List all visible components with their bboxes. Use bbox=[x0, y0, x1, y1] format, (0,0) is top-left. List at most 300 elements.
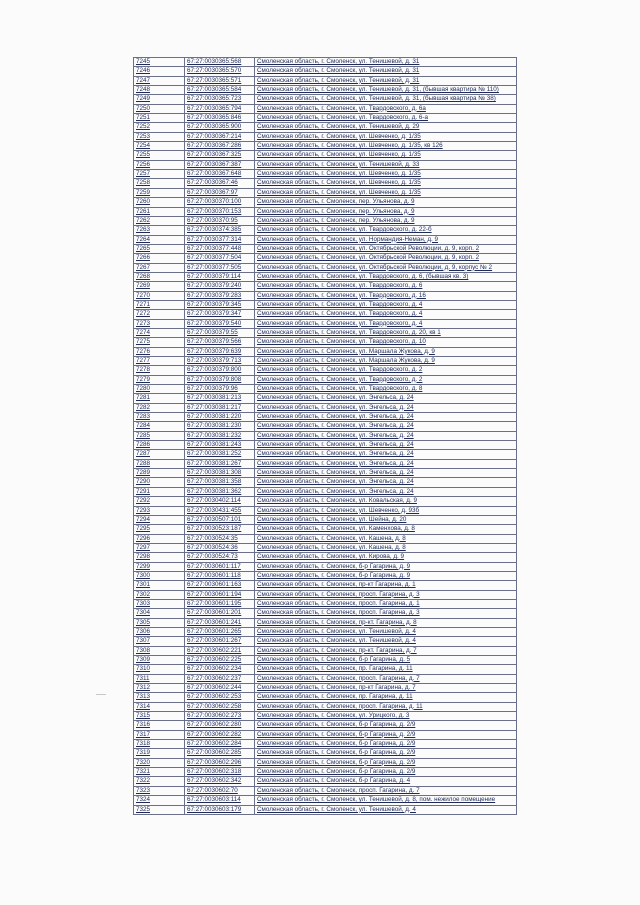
cadastral-number-cell: 67:27:0030365:584 bbox=[185, 86, 255, 95]
address-cell: Смоленская область, г. Смоленск, ул. Энгельса, д. 24 bbox=[255, 441, 517, 450]
row-number-cell: 7288 bbox=[134, 459, 185, 468]
row-number-cell: 7261 bbox=[134, 207, 185, 216]
table-row bbox=[134, 543, 517, 552]
row-number-cell: 7272 bbox=[134, 310, 185, 319]
row-number-cell: 7291 bbox=[134, 487, 185, 496]
table-row bbox=[134, 656, 517, 665]
address-cell: Смоленская область, г. Смоленск, б-р Гагарина, д. 2/9 bbox=[255, 730, 517, 739]
cadastral-number-cell: 67:27:0030602:244 bbox=[185, 684, 255, 693]
cadastral-number-cell: 67:27:0030602:280 bbox=[185, 721, 255, 730]
row-number-cell: 7289 bbox=[134, 469, 185, 478]
registry-table-body bbox=[134, 58, 517, 815]
table-row bbox=[134, 357, 517, 366]
table-row bbox=[134, 730, 517, 739]
row-number-cell: 7269 bbox=[134, 282, 185, 291]
row-number-cell: 7320 bbox=[134, 758, 185, 767]
address-cell: Смоленская область, г. Смоленск, ул. Твардовского, д. 20, кв 1 bbox=[255, 328, 517, 337]
table-row bbox=[134, 712, 517, 721]
cadastral-number-cell: 67:27:0030367:286 bbox=[185, 142, 255, 151]
cadastral-number-cell: 67:27:0030370:153 bbox=[185, 207, 255, 216]
table-row bbox=[134, 95, 517, 104]
table-row bbox=[134, 403, 517, 412]
address-cell: Смоленская область, г. Смоленск, ул. Урицкого, д. 3 bbox=[255, 712, 517, 721]
table-row bbox=[134, 244, 517, 253]
table-row bbox=[134, 609, 517, 618]
cadastral-number-cell: 67:27:0030601:265 bbox=[185, 627, 255, 636]
row-number-cell: 7266 bbox=[134, 254, 185, 263]
scan-mark bbox=[96, 694, 106, 695]
address-cell: Смоленская область, г. Смоленск, ул. Ковальская, д. 9 bbox=[255, 497, 517, 506]
table-row bbox=[134, 665, 517, 674]
table-row bbox=[134, 188, 517, 197]
row-number-cell: 7285 bbox=[134, 431, 185, 440]
address-cell: Смоленская область, г. Смоленск, пер. Ульянова, д. 9 bbox=[255, 207, 517, 216]
cadastral-number-cell: 67:27:0030603:114 bbox=[185, 796, 255, 805]
address-cell: Смоленская область, г. Смоленск, ул. Тенишевой, д. 4 bbox=[255, 627, 517, 636]
row-number-cell: 7293 bbox=[134, 506, 185, 515]
address-cell: Смоленская область, г. Смоленск, ул. Шевченко, д. 1/35 bbox=[255, 132, 517, 141]
table-row bbox=[134, 170, 517, 179]
row-number-cell: 7310 bbox=[134, 665, 185, 674]
row-number-cell: 7257 bbox=[134, 170, 185, 179]
row-number-cell: 7324 bbox=[134, 796, 185, 805]
row-number-cell: 7287 bbox=[134, 450, 185, 459]
row-number-cell: 7277 bbox=[134, 357, 185, 366]
row-number-cell: 7245 bbox=[134, 58, 185, 67]
table-row bbox=[134, 179, 517, 188]
address-cell: Смоленская область, г. Смоленск, просп. Гагарина, д. 3 bbox=[255, 590, 517, 599]
table-row bbox=[134, 590, 517, 599]
table-row bbox=[134, 534, 517, 543]
row-number-cell: 7294 bbox=[134, 515, 185, 524]
cadastral-number-cell: 67:27:0030367:387 bbox=[185, 160, 255, 169]
address-cell: Смоленская область, г. Смоленск, просп. Гагарина, д. 1 bbox=[255, 599, 517, 608]
table-row bbox=[134, 497, 517, 506]
table-row bbox=[134, 487, 517, 496]
table-row bbox=[134, 291, 517, 300]
table-row bbox=[134, 235, 517, 244]
cadastral-number-cell: 67:27:0030379:347 bbox=[185, 310, 255, 319]
registry-table bbox=[133, 57, 517, 815]
address-cell: Смоленская область, г. Смоленск, пер. Ульянова, д. 9 bbox=[255, 216, 517, 225]
address-cell: Смоленская область, г. Смоленск, ул. Энгельса, д. 24 bbox=[255, 450, 517, 459]
table-row bbox=[134, 562, 517, 571]
row-number-cell: 7296 bbox=[134, 534, 185, 543]
address-cell: Смоленская область, г. Смоленск, ул. Тенишевой, д. 4 bbox=[255, 805, 517, 814]
address-cell: Смоленская область, г. Смоленск, ул. Маршала Жукова, д. 9 bbox=[255, 347, 517, 356]
cadastral-number-cell: 67:27:0030379:639 bbox=[185, 347, 255, 356]
address-cell: Смоленская область, г. Смоленск, ул. Нормандия-Неман, д. 9 bbox=[255, 235, 517, 244]
table-row bbox=[134, 646, 517, 655]
table-row bbox=[134, 375, 517, 384]
address-cell: Смоленская область, г. Смоленск, ул. Твардовского, д. 22-б bbox=[255, 226, 517, 235]
table-row bbox=[134, 394, 517, 403]
address-cell: Смоленская область, г. Смоленск, ул. Твардовского, д. 6, (бывшая кв. 3) bbox=[255, 272, 517, 281]
address-cell: Смоленская область, г. Смоленск, б-р Гагарина, д. 5 bbox=[255, 656, 517, 665]
address-cell: Смоленская область, г. Смоленск, ул. Твардовского, д. 10 bbox=[255, 338, 517, 347]
address-cell: Смоленская область, г. Смоленск, ул. Кашена, д. 8 bbox=[255, 534, 517, 543]
cadastral-number-cell: 67:27:0030602:273 bbox=[185, 712, 255, 721]
cadastral-number-cell: 67:27:0030365:900 bbox=[185, 123, 255, 132]
table-row bbox=[134, 450, 517, 459]
table-row bbox=[134, 254, 517, 263]
cadastral-number-cell: 67:27:0030370:95 bbox=[185, 216, 255, 225]
cadastral-number-cell: 67:27:0030381:267 bbox=[185, 459, 255, 468]
cadastral-number-cell: 67:27:0030379:566 bbox=[185, 338, 255, 347]
table-row bbox=[134, 459, 517, 468]
cadastral-number-cell: 67:27:0030365:846 bbox=[185, 114, 255, 123]
table-row bbox=[134, 67, 517, 76]
cadastral-number-cell: 67:27:0030602:234 bbox=[185, 665, 255, 674]
address-cell: Смоленская область, г. Смоленск, пер. Ульянова, д. 9 bbox=[255, 198, 517, 207]
cadastral-number-cell: 67:27:0030381:230 bbox=[185, 422, 255, 431]
row-number-cell: 7301 bbox=[134, 581, 185, 590]
address-cell: Смоленская область, г. Смоленск, ул. Энгельса, д. 24 bbox=[255, 478, 517, 487]
address-cell: Смоленская область, г. Смоленск, просп. Гагарина, д. 11 bbox=[255, 702, 517, 711]
address-cell: Смоленская область, г. Смоленск, просп. Гагарина, д. 7 bbox=[255, 674, 517, 683]
cadastral-number-cell: 67:27:0030381:217 bbox=[185, 403, 255, 412]
cadastral-number-cell: 67:27:0030379:540 bbox=[185, 319, 255, 328]
table-row bbox=[134, 385, 517, 394]
cadastral-number-cell: 67:27:0030602:221 bbox=[185, 646, 255, 655]
address-cell: Смоленская область, г. Смоленск, просп. Гагарина, д. 3 bbox=[255, 609, 517, 618]
cadastral-number-cell: 67:27:0030379:240 bbox=[185, 282, 255, 291]
table-row bbox=[134, 749, 517, 758]
row-number-cell: 7248 bbox=[134, 86, 185, 95]
address-cell: Смоленская область, г. Смоленск, ул. Шевченко, д. 93б bbox=[255, 506, 517, 515]
table-row bbox=[134, 740, 517, 749]
table-row bbox=[134, 758, 517, 767]
row-number-cell: 7276 bbox=[134, 347, 185, 356]
cadastral-number-cell: 67:27:0030602:253 bbox=[185, 693, 255, 702]
address-cell: Смоленская область, г. Смоленск, ул. Твардовского, д. 8 bbox=[255, 385, 517, 394]
cadastral-number-cell: 67:27:0030602:258 bbox=[185, 702, 255, 711]
row-number-cell: 7315 bbox=[134, 712, 185, 721]
address-cell: Смоленская область, г. Смоленск, ул. Тенишевой, д. 31, (бывшая квартира № 110) bbox=[255, 86, 517, 95]
row-number-cell: 7252 bbox=[134, 123, 185, 132]
address-cell: Смоленская область, г. Смоленск, ул. Тенишевой, д. 29 bbox=[255, 123, 517, 132]
cadastral-number-cell: 67:27:0030381:220 bbox=[185, 413, 255, 422]
address-cell: Смоленская область, г. Смоленск, б-р Гагарина, д. 2/9 bbox=[255, 749, 517, 758]
address-cell: Смоленская область, г. Смоленск, ул. Энгельса, д. 24 bbox=[255, 459, 517, 468]
address-cell: Смоленская область, г. Смоленск, ул. Тенишевой, д. 31, (бывшая квартира № 38) bbox=[255, 95, 517, 104]
address-cell: Смоленская область, г. Смоленск, ул. Шевченко, д. 1/35 bbox=[255, 151, 517, 160]
table-row bbox=[134, 198, 517, 207]
row-number-cell: 7249 bbox=[134, 95, 185, 104]
table-row bbox=[134, 216, 517, 225]
cadastral-number-cell: 67:27:0030381:362 bbox=[185, 487, 255, 496]
row-number-cell: 7271 bbox=[134, 300, 185, 309]
table-row bbox=[134, 76, 517, 85]
table-row bbox=[134, 599, 517, 608]
row-number-cell: 7275 bbox=[134, 338, 185, 347]
address-cell: Смоленская область, г. Смоленск, ул. Каменхова, д. 8 bbox=[255, 525, 517, 534]
cadastral-number-cell: 67:27:0030377:314 bbox=[185, 235, 255, 244]
address-cell: Смоленская область, г. Смоленск, ул. Октябрьской Революции, д. 9, корп. 2 bbox=[255, 244, 517, 253]
row-number-cell: 7308 bbox=[134, 646, 185, 655]
address-cell: Смоленская область, г. Смоленск, б-р Гагарина, д. 2/9 bbox=[255, 740, 517, 749]
cadastral-number-cell: 67:27:0030602:70 bbox=[185, 786, 255, 795]
row-number-cell: 7321 bbox=[134, 768, 185, 777]
row-number-cell: 7316 bbox=[134, 721, 185, 730]
table-row bbox=[134, 786, 517, 795]
address-cell: Смоленская область, г. Смоленск, просп. Гагарина, д. 7 bbox=[255, 786, 517, 795]
row-number-cell: 7304 bbox=[134, 609, 185, 618]
address-cell: Смоленская область, г. Смоленск, пр-кт. Гагарина, д. 8 bbox=[255, 618, 517, 627]
address-cell: Смоленская область, г. Смоленск, ул. Энгельса, д. 24 bbox=[255, 394, 517, 403]
cadastral-number-cell: 67:27:0030507:101 bbox=[185, 515, 255, 524]
cadastral-number-cell: 67:27:0030601:195 bbox=[185, 599, 255, 608]
row-number-cell: 7279 bbox=[134, 375, 185, 384]
row-number-cell: 7297 bbox=[134, 543, 185, 552]
address-cell: Смоленская область, г. Смоленск, ул. Тенишевой, д. 31 bbox=[255, 58, 517, 67]
address-cell: Смоленская область, г. Смоленск, ул. Энгельса, д. 24 bbox=[255, 403, 517, 412]
address-cell: Смоленская область, г. Смоленск, б-р Гагарина, д. 9 bbox=[255, 571, 517, 580]
row-number-cell: 7262 bbox=[134, 216, 185, 225]
row-number-cell: 7319 bbox=[134, 749, 185, 758]
cadastral-number-cell: 67:27:0030601:267 bbox=[185, 637, 255, 646]
table-row bbox=[134, 674, 517, 683]
cadastral-number-cell: 67:27:0030379:55 bbox=[185, 328, 255, 337]
row-number-cell: 7292 bbox=[134, 497, 185, 506]
row-number-cell: 7322 bbox=[134, 777, 185, 786]
address-cell: Смоленская область, г. Смоленск, ул. Тенишевой, д. 8, пом. нежилое помещение bbox=[255, 796, 517, 805]
cadastral-number-cell: 67:27:0030365:723 bbox=[185, 95, 255, 104]
table-row bbox=[134, 207, 517, 216]
table-row bbox=[134, 132, 517, 141]
table-row bbox=[134, 151, 517, 160]
address-cell: Смоленская область, г. Смоленск, б-р Гагарина, д. 9 bbox=[255, 562, 517, 571]
row-number-cell: 7254 bbox=[134, 142, 185, 151]
cadastral-number-cell: 67:27:0030377:505 bbox=[185, 263, 255, 272]
row-number-cell: 7290 bbox=[134, 478, 185, 487]
address-cell: Смоленская область, г. Смоленск, б-р Гагарина, д. 4 bbox=[255, 777, 517, 786]
address-cell: Смоленская область, г. Смоленск, ул. Тенишевой, д. 33 bbox=[255, 160, 517, 169]
address-cell: Смоленская область, г. Смоленск, ул. Октябрьской Революции, д. 9, корпус № 2 bbox=[255, 263, 517, 272]
cadastral-number-cell: 67:27:0030601:118 bbox=[185, 571, 255, 580]
cadastral-number-cell: 67:27:0030379:713 bbox=[185, 357, 255, 366]
table-row bbox=[134, 618, 517, 627]
cadastral-number-cell: 67:27:0030601:241 bbox=[185, 618, 255, 627]
table-row bbox=[134, 347, 517, 356]
row-number-cell: 7312 bbox=[134, 684, 185, 693]
cadastral-number-cell: 67:27:0030370:100 bbox=[185, 198, 255, 207]
row-number-cell: 7263 bbox=[134, 226, 185, 235]
address-cell: Смоленская область, г. Смоленск, ул. Шевченко, д. 1/35 bbox=[255, 179, 517, 188]
row-number-cell: 7317 bbox=[134, 730, 185, 739]
table-row bbox=[134, 310, 517, 319]
row-number-cell: 7295 bbox=[134, 525, 185, 534]
row-number-cell: 7302 bbox=[134, 590, 185, 599]
address-cell: Смоленская область, г. Смоленск, пр. Гагарина, д. 11 bbox=[255, 665, 517, 674]
table-row bbox=[134, 413, 517, 422]
address-cell: Смоленская область, г. Смоленск, б-р Гагарина, д. 2/9 bbox=[255, 721, 517, 730]
address-cell: Смоленская область, г. Смоленск, ул. Твардовского, д. 6 bbox=[255, 282, 517, 291]
row-number-cell: 7281 bbox=[134, 394, 185, 403]
address-cell: Смоленская область, г. Смоленск, ул. Кашена, д. 8 bbox=[255, 543, 517, 552]
row-number-cell: 7253 bbox=[134, 132, 185, 141]
cadastral-number-cell: 67:27:0030377:504 bbox=[185, 254, 255, 263]
table-row bbox=[134, 58, 517, 67]
address-cell: Смоленская область, г. Смоленск, ул. Шейна, д. 20 bbox=[255, 515, 517, 524]
row-number-cell: 7264 bbox=[134, 235, 185, 244]
table-row bbox=[134, 86, 517, 95]
table-row bbox=[134, 768, 517, 777]
row-number-cell: 7307 bbox=[134, 637, 185, 646]
table-row bbox=[134, 104, 517, 113]
row-number-cell: 7247 bbox=[134, 76, 185, 85]
address-cell: Смоленская область, г. Смоленск, ул. Октябрьской Революции, д. 9, корп. 2 bbox=[255, 254, 517, 263]
row-number-cell: 7270 bbox=[134, 291, 185, 300]
row-number-cell: 7256 bbox=[134, 160, 185, 169]
cadastral-number-cell: 67:27:0030381:213 bbox=[185, 394, 255, 403]
address-cell: Смоленская область, г. Смоленск, ул. Энгельса, д. 24 bbox=[255, 469, 517, 478]
cadastral-number-cell: 67:27:0030379:114 bbox=[185, 272, 255, 281]
address-cell: Смоленская область, г. Смоленск, ул. Твардовского, д. 4 bbox=[255, 319, 517, 328]
table-row bbox=[134, 478, 517, 487]
row-number-cell: 7278 bbox=[134, 366, 185, 375]
cadastral-number-cell: 67:27:0030431:455 bbox=[185, 506, 255, 515]
address-cell: Смоленская область, г. Смоленск, ул. Шевченко, д. 1/35 bbox=[255, 170, 517, 179]
cadastral-number-cell: 67:27:0030381:308 bbox=[185, 469, 255, 478]
table-row bbox=[134, 441, 517, 450]
cadastral-number-cell: 67:27:0030379:800 bbox=[185, 366, 255, 375]
cadastral-number-cell: 67:27:0030602:296 bbox=[185, 758, 255, 767]
row-number-cell: 7259 bbox=[134, 188, 185, 197]
table-row bbox=[134, 160, 517, 169]
cadastral-number-cell: 67:27:0030602:285 bbox=[185, 749, 255, 758]
row-number-cell: 7273 bbox=[134, 319, 185, 328]
address-cell: Смоленская область, г. Смоленск, ул. Твардовского, д. 16 bbox=[255, 291, 517, 300]
cadastral-number-cell: 67:27:0030601:117 bbox=[185, 562, 255, 571]
table-row bbox=[134, 263, 517, 272]
row-number-cell: 7318 bbox=[134, 740, 185, 749]
table-row bbox=[134, 571, 517, 580]
table-row bbox=[134, 142, 517, 151]
row-number-cell: 7267 bbox=[134, 263, 185, 272]
address-cell: Смоленская область, г. Смоленск, пр-кт. Гагарина, д. 7 bbox=[255, 646, 517, 655]
table-row bbox=[134, 282, 517, 291]
cadastral-number-cell: 67:27:0030601:201 bbox=[185, 609, 255, 618]
row-number-cell: 7311 bbox=[134, 674, 185, 683]
row-number-cell: 7286 bbox=[134, 441, 185, 450]
table-row bbox=[134, 515, 517, 524]
cadastral-number-cell: 67:27:0030381:243 bbox=[185, 441, 255, 450]
row-number-cell: 7251 bbox=[134, 114, 185, 123]
table-row bbox=[134, 627, 517, 636]
table-row bbox=[134, 553, 517, 562]
table-row bbox=[134, 469, 517, 478]
row-number-cell: 7313 bbox=[134, 693, 185, 702]
table-row bbox=[134, 300, 517, 309]
row-number-cell: 7268 bbox=[134, 272, 185, 281]
table-row bbox=[134, 338, 517, 347]
address-cell: Смоленская область, г. Смоленск, ул. Твардовского, д. 2 bbox=[255, 375, 517, 384]
row-number-cell: 7283 bbox=[134, 413, 185, 422]
row-number-cell: 7250 bbox=[134, 104, 185, 113]
cadastral-number-cell: 67:27:0030365:794 bbox=[185, 104, 255, 113]
row-number-cell: 7260 bbox=[134, 198, 185, 207]
address-cell: Смоленская область, г. Смоленск, ул. Маршала Жукова, д. 9 bbox=[255, 357, 517, 366]
row-number-cell: 7314 bbox=[134, 702, 185, 711]
address-cell: Смоленская область, г. Смоленск, ул. Тенишевой, д. 31 bbox=[255, 67, 517, 76]
cadastral-number-cell: 67:27:0030379:283 bbox=[185, 291, 255, 300]
cadastral-number-cell: 67:27:0030523:187 bbox=[185, 525, 255, 534]
row-number-cell: 7309 bbox=[134, 656, 185, 665]
table-row bbox=[134, 272, 517, 281]
table-row bbox=[134, 525, 517, 534]
cadastral-number-cell: 67:27:0030365:570 bbox=[185, 67, 255, 76]
table-row bbox=[134, 123, 517, 132]
cadastral-number-cell: 67:27:0030379:345 bbox=[185, 300, 255, 309]
table-row bbox=[134, 693, 517, 702]
address-cell: Смоленская область, г. Смоленск, ул. Энгельса, д. 24 bbox=[255, 487, 517, 496]
row-number-cell: 7282 bbox=[134, 403, 185, 412]
address-cell: Смоленская область, г. Смоленск, ул. Твардовского, д. 4 bbox=[255, 300, 517, 309]
address-cell: Смоленская область, г. Смоленск, ул. Энгельса, д. 24 bbox=[255, 422, 517, 431]
table-row bbox=[134, 506, 517, 515]
cadastral-number-cell: 67:27:0030381:252 bbox=[185, 450, 255, 459]
address-cell: Смоленская область, г. Смоленск, пр. Гагарина, д. 11 bbox=[255, 693, 517, 702]
row-number-cell: 7300 bbox=[134, 571, 185, 580]
cadastral-number-cell: 67:27:0030367:214 bbox=[185, 132, 255, 141]
row-number-cell: 7303 bbox=[134, 599, 185, 608]
table-row bbox=[134, 422, 517, 431]
row-number-cell: 7306 bbox=[134, 627, 185, 636]
cadastral-number-cell: 67:27:0030524:36 bbox=[185, 543, 255, 552]
table-row bbox=[134, 805, 517, 814]
cadastral-number-cell: 67:27:0030602:237 bbox=[185, 674, 255, 683]
address-cell: Смоленская область, г. Смоленск, пр-кт Гагарина, д. 1 bbox=[255, 581, 517, 590]
table-row bbox=[134, 431, 517, 440]
address-cell: Смоленская область, г. Смоленск, ул. Энгельса, д. 24 bbox=[255, 413, 517, 422]
cadastral-number-cell: 67:27:0030379:808 bbox=[185, 375, 255, 384]
address-cell: Смоленская область, г. Смоленск, ул. Шевченко, д. 1/35, кв 126 bbox=[255, 142, 517, 151]
row-number-cell: 7323 bbox=[134, 786, 185, 795]
row-number-cell: 7255 bbox=[134, 151, 185, 160]
address-cell: Смоленская область, г. Смоленск, ул. Шевченко, д. 1/35 bbox=[255, 188, 517, 197]
address-cell: Смоленская область, г. Смоленск, б-р Гагарина, д. 2/9 bbox=[255, 758, 517, 767]
table-row bbox=[134, 328, 517, 337]
cadastral-number-cell: 67:27:0030377:448 bbox=[185, 244, 255, 253]
address-cell: Смоленская область, г. Смоленск, б-р Гагарина, д. 2/9 bbox=[255, 768, 517, 777]
row-number-cell: 7265 bbox=[134, 244, 185, 253]
row-number-cell: 7274 bbox=[134, 328, 185, 337]
row-number-cell: 7284 bbox=[134, 422, 185, 431]
address-cell: Смоленская область, г. Смоленск, ул. Тенишевой, д. 4 bbox=[255, 637, 517, 646]
address-cell: Смоленская область, г. Смоленск, ул. Твардовского, д. 2 bbox=[255, 366, 517, 375]
cadastral-number-cell: 67:27:0030374:385 bbox=[185, 226, 255, 235]
cadastral-number-cell: 67:27:0030365:571 bbox=[185, 76, 255, 85]
address-cell: Смоленская область, г. Смоленск, ул. Твардовского, д. 4 bbox=[255, 310, 517, 319]
table-row bbox=[134, 581, 517, 590]
address-cell: Смоленская область, г. Смоленск, ул. Энгельса, д. 24 bbox=[255, 431, 517, 440]
cadastral-number-cell: 67:27:0030524:35 bbox=[185, 534, 255, 543]
table-row bbox=[134, 796, 517, 805]
table-row bbox=[134, 637, 517, 646]
cadastral-number-cell: 67:27:0030379:96 bbox=[185, 385, 255, 394]
cadastral-number-cell: 67:27:0030524:73 bbox=[185, 553, 255, 562]
cadastral-number-cell: 67:27:0030601:163 bbox=[185, 581, 255, 590]
table-row bbox=[134, 114, 517, 123]
row-number-cell: 7325 bbox=[134, 805, 185, 814]
cadastral-number-cell: 67:27:0030602:282 bbox=[185, 730, 255, 739]
address-cell: Смоленская область, г. Смоленск, ул. Твардовского, д. 6-а bbox=[255, 114, 517, 123]
cadastral-number-cell: 67:27:0030602:284 bbox=[185, 740, 255, 749]
cadastral-number-cell: 67:27:0030602:342 bbox=[185, 777, 255, 786]
cadastral-number-cell: 67:27:0030365:568 bbox=[185, 58, 255, 67]
cadastral-number-cell: 67:27:0030381:232 bbox=[185, 431, 255, 440]
